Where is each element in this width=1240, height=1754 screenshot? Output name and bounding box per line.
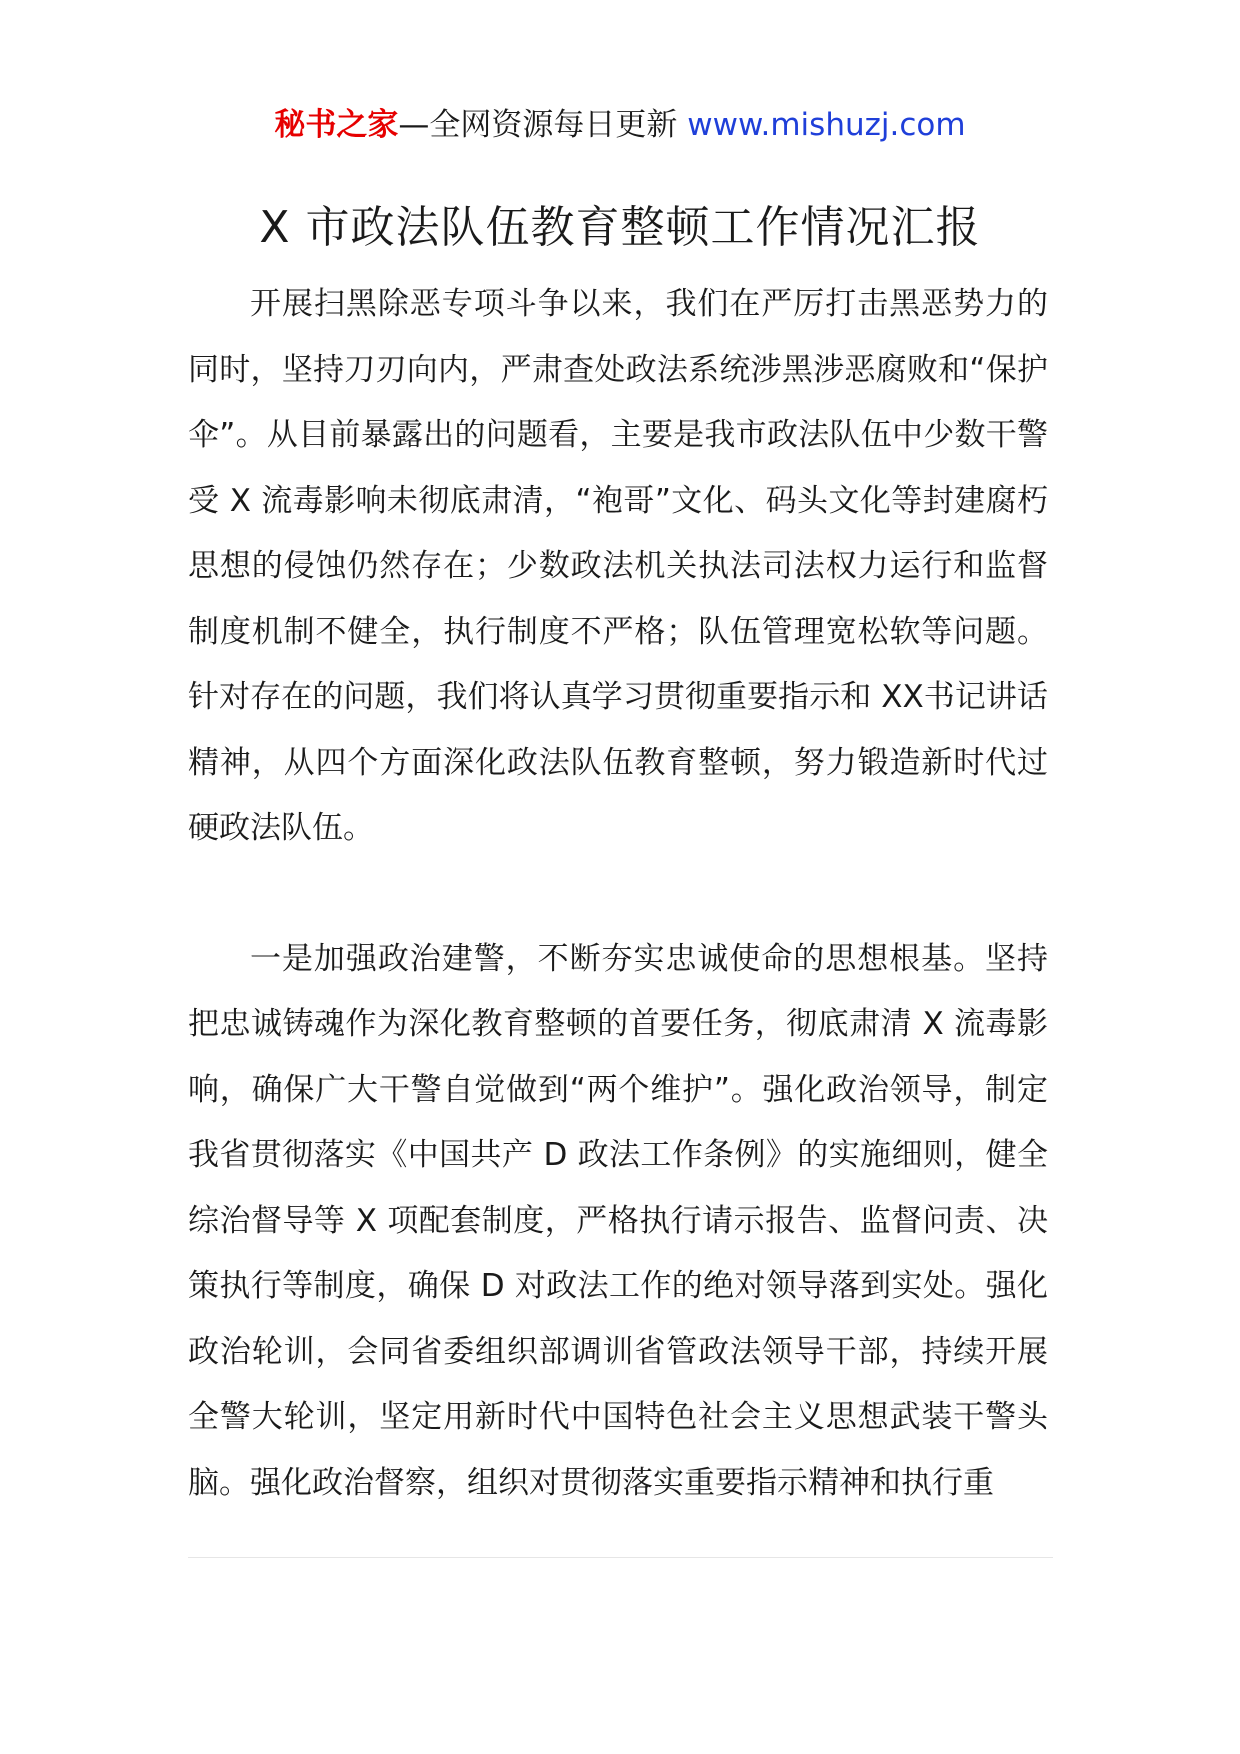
paragraph-intro: 开展扫黑除恶专项斗争以来，我们在严厉打击黑恶势力的同时，坚持刀刃向内，严肃查处政法系统涉黑涉恶腐败和“保护伞”。从目前暴露出的问题看，主要是我市政法队伍中少数干警受 X 流毒影响未彻底肃清，“袍哥”文化、码头文化等封建腐朽思想的侵蚀仍然存在；少数政法机关执法司法权力运行和监督制度机制不健全，执行制度不严格；队伍管理宽松软等问题。针对存在的问题，我们将认真学习贯彻重要指示和 XX书记讲话精神，从四个方面深化政法队伍教育整顿，努力锻造新时代过硬政法队伍。	[188, 286, 1048, 846]
document-title: X 市政法队伍教育整顿工作情况汇报	[259, 202, 981, 253]
paragraph-section-one: 一是加强政治建警，不断夯实忠诚使命的思想根基。坚持把忠诚铸魂作为深化教育整顿的首要任务，彻底肃清 X 流毒影响，确保广大干警自觉做到“两个维护”。强化政治领导，制定我省贯彻落实《中国共产 D 政法工作条例》的实施细则，健全综治督导等 X 项配套制度，严格执行请示报告、监督问责、决策执行等制度，确保 D 对政法工作的绝对领导落到实处。强化政治轮训，会同省委组织部调训省管政法领导干部，持续开展全警大轮训，坚定用新时代中国特色社会主义思想武装干警头脑。强化政治督察，组织对贯彻落实重要指示精神和执行重	[188, 940, 1048, 1501]
page-bottom-divider	[188, 1557, 1053, 1558]
site-header	[0, 98, 1240, 152]
site-brand: 秘书之家	[274, 107, 399, 143]
site-tagline: —全网资源每日更新	[398, 107, 678, 143]
site-url-link[interactable]: www.mishuzj.com	[687, 107, 966, 143]
document-body	[188, 272, 1048, 1516]
paragraph-spacer	[188, 862, 1048, 927]
